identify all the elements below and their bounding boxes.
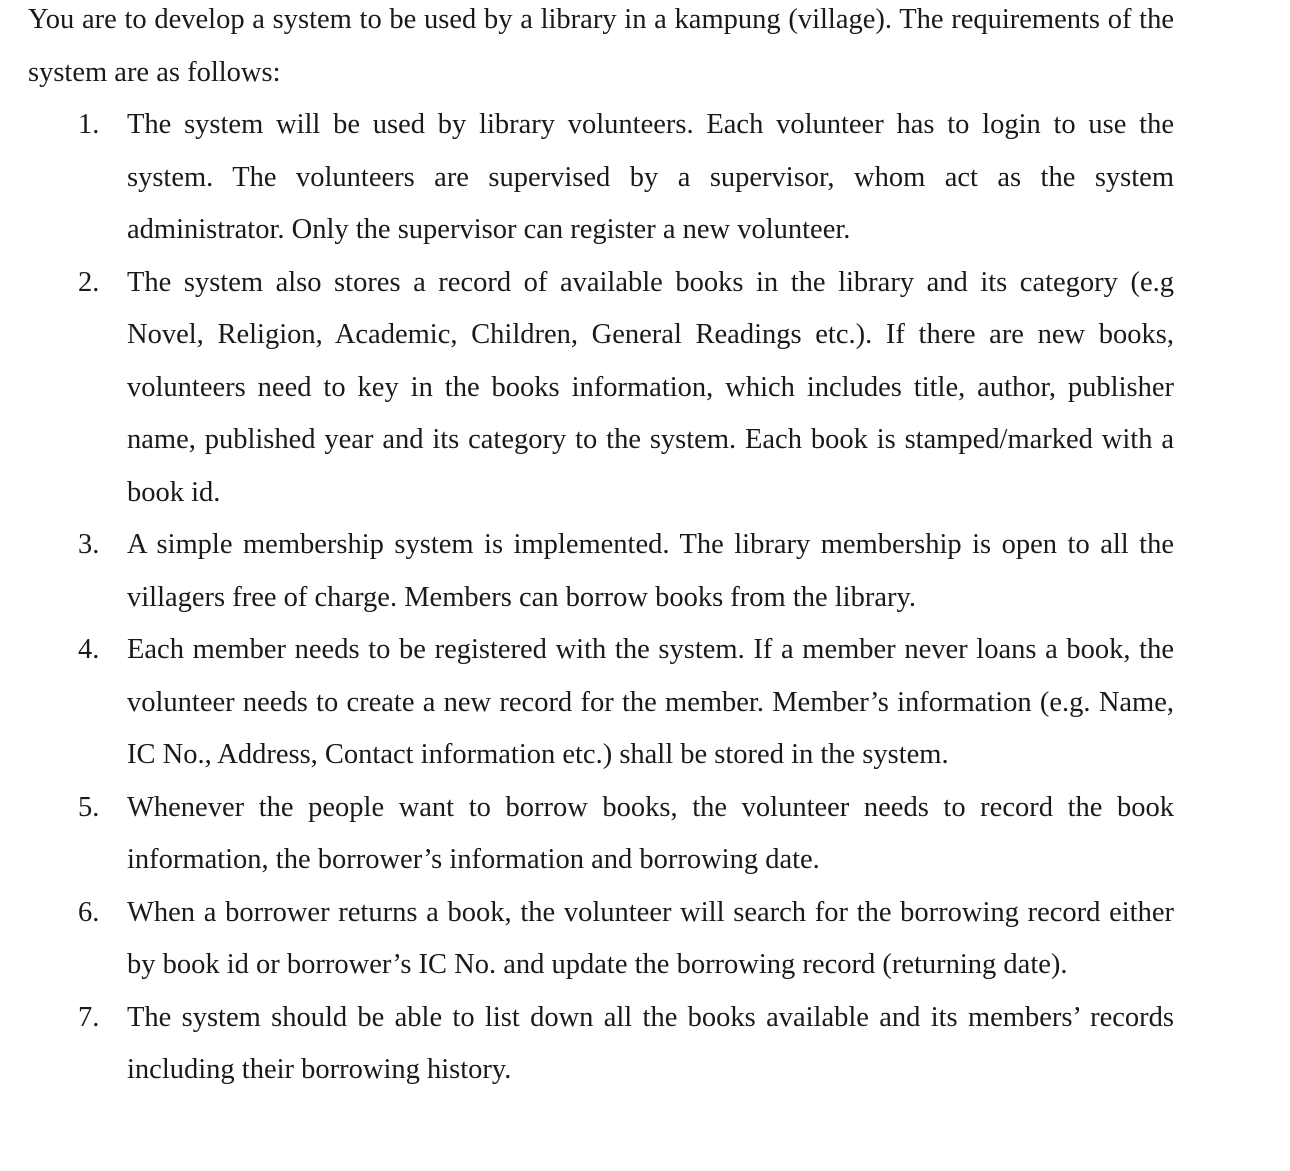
requirement-text: The system will be used by library volunteers. Each volunteer has to login to use the system. The volunteers are supervised by a supervisor, whom act as the system administrator. Only the supervisor can register a new volunteer.	[127, 109, 1174, 245]
requirement-item-6	[28, 887, 1174, 992]
requirement-number: 6.	[78, 896, 100, 928]
document-page	[28, 0, 1174, 1097]
requirement-text: The system also stores a record of available books in the library and its category (e.g Novel, Religion, Academic, Children, General Readings etc.). If there are new books, volunteers need to key in the books information, which includes title, author, publisher name, published year and its category to the system. Each book is stamped/marked with a book id.	[127, 266, 1174, 508]
requirement-item-3	[28, 519, 1174, 624]
requirement-number: 3.	[78, 529, 100, 560]
requirement-number: 7.	[78, 1001, 100, 1033]
requirement-item-2	[28, 257, 1174, 520]
requirement-text: The system should be able to list down all the books available and its members’ records including their borrowing history.	[127, 1001, 1174, 1085]
requirement-number: 5.	[78, 791, 100, 823]
requirement-text: Whenever the people want to borrow books, the volunteer needs to record the book information, the borrower’s information and borrowing date.	[127, 791, 1174, 875]
intro-paragraph: You are to develop a system to be used by a library in a kampung (village). The requirements of the system are as follows:	[28, 4, 1174, 88]
requirement-item-4	[28, 624, 1174, 782]
requirement-item-7	[28, 992, 1174, 1097]
requirement-item-1	[28, 99, 1174, 257]
requirements-list	[28, 99, 1174, 1097]
requirement-text: When a borrower returns a book, the volunteer will search for the borrowing record either by book id or borrower’s IC No. and update the borrowing record (returning date).	[127, 896, 1174, 980]
requirement-text: A simple membership system is implemented. The library membership is open to all the villagers free of charge. Members can borrow books from the library.	[127, 529, 1174, 613]
requirement-number: 2.	[78, 266, 100, 298]
requirement-item-5	[28, 782, 1174, 887]
requirement-number: 1.	[78, 109, 100, 140]
requirement-text: Each member needs to be registered with the system. If a member never loans a book, the volunteer needs to create a new record for the member. Member’s information (e.g. Name, IC No., Address, Contact information etc.) shall be stored in the system.	[127, 634, 1174, 770]
requirement-number: 4.	[78, 634, 100, 665]
